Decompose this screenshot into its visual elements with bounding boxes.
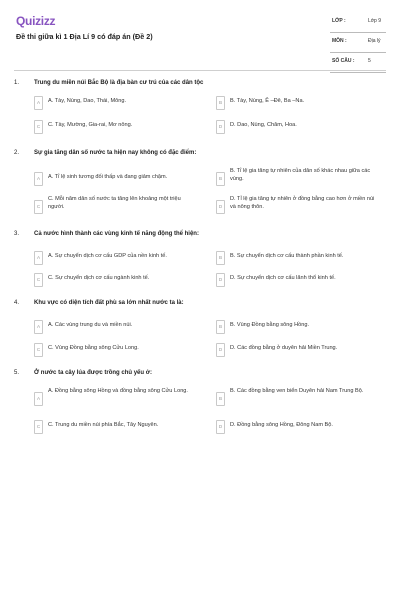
option-text: B. Sự chuyển dịch cơ cấu thành phần kinh tế.	[230, 253, 344, 259]
option-letter-box: C	[34, 200, 43, 214]
option-letter-box: A	[34, 320, 43, 334]
option-text: A. Các vùng trung du và miền núi.	[48, 322, 133, 328]
option-letter-box: C	[34, 120, 43, 134]
option-letter-box: D	[216, 120, 225, 134]
question-count-value: 5	[368, 58, 371, 64]
option-text: B. Tỉ lệ gia tăng tự nhiên của dân số khác nhau giữa các vùng.	[230, 168, 371, 182]
question-count-label: SỐ CÂU :	[332, 58, 355, 64]
option-letter-box: B	[216, 251, 225, 265]
question-text: Trung du miền núi Bắc Bộ là địa bàn cư trú của các dân tộc	[34, 80, 204, 86]
option-text: D. Sự chuyển dịch cơ cấu lãnh thổ kinh tế.	[230, 275, 336, 281]
option-text: A. Đồng bằng sông Hồng và đồng bằng sông Cửu Long.	[48, 388, 188, 394]
option-letter-box: D	[216, 200, 225, 214]
page-title: Đề thi giữa kì 1 Địa Lí 9 có đáp án (Đề 2)	[16, 32, 153, 41]
question-number: 2.	[14, 150, 20, 156]
question-number: 1.	[14, 80, 20, 86]
option-text: C. Sự chuyển dịch cơ cấu ngành kinh tế.	[48, 275, 150, 281]
option-letter-box: A	[34, 96, 43, 110]
subject-label: MÔN :	[332, 38, 347, 44]
option-letter-box: C	[34, 420, 43, 434]
question-number: 4.	[14, 300, 20, 306]
subject-value: Địa lý	[368, 38, 381, 44]
option-letter-box: B	[216, 172, 225, 186]
option-letter-box: D	[216, 343, 225, 357]
option-letter-box: B	[216, 392, 225, 406]
option-letter-box: D	[216, 420, 225, 434]
option-text: A. Tày, Nùng, Dao, Thái, Mông.	[48, 98, 127, 104]
question-text: Cả nước hình thành các vùng kinh tế năng động thể hiện:	[34, 231, 199, 237]
class-label: LỚP :	[332, 18, 346, 24]
option-letter-box: B	[216, 320, 225, 334]
option-text: C. Vùng Đồng bằng sông Cửu Long.	[48, 345, 139, 351]
question-text: Ở nước ta cây lúa được trồng chủ yếu ở:	[34, 370, 152, 376]
option-letter-box: A	[34, 392, 43, 406]
option-text: B. Tày, Nùng, Ê –Đê, Ba –Na.	[230, 98, 305, 104]
option-text: D. Đồng bằng sông Hồng, Đông Nam Bộ.	[230, 422, 333, 428]
option-text: A. Sự chuyển dịch cơ cấu GDP của nền kinh tế.	[48, 253, 167, 259]
question-number: 5.	[14, 370, 20, 376]
option-letter-box: A	[34, 172, 43, 186]
class-row	[330, 13, 386, 33]
question-text: Khu vực có diện tích đất phù sa lớn nhất nước ta là:	[34, 300, 184, 306]
option-text: A. Tỉ lệ sinh tương đối thấp và đang giảm chậm.	[48, 174, 168, 180]
option-letter-box: B	[216, 96, 225, 110]
option-text: B. Vùng Đồng bằng sông Hồng.	[230, 322, 309, 328]
option-text: C. Tày, Mường, Gia-rai, Mơ nông.	[48, 122, 133, 128]
option-text: D. Dao, Nùng, Chăm, Hoa.	[230, 122, 297, 128]
question-number: 3.	[14, 231, 20, 237]
option-text: B. Các đồng bằng ven biển Duyên hải Nam Trung Bộ.	[230, 388, 364, 394]
option-text: D. Các đồng bằng ở duyên hải Miền Trung.	[230, 345, 338, 351]
worksheet-info	[330, 13, 386, 73]
question-text: Sự gia tăng dân số nước ta hiện nay không có đặc điểm:	[34, 150, 197, 156]
option-letter-box: A	[34, 251, 43, 265]
option-text: C. Trung du miền núi phía Bắc, Tây Nguyên.	[48, 422, 159, 428]
subject-row	[330, 33, 386, 53]
logo-text: Quizizz	[16, 14, 56, 28]
header-divider	[14, 70, 386, 71]
option-letter-box: C	[34, 343, 43, 357]
quizizz-logo	[16, 14, 62, 28]
option-letter-box: C	[34, 273, 43, 287]
class-value: Lớp 9	[368, 18, 382, 24]
option-letter-box: D	[216, 273, 225, 287]
option-text: D. Tỉ lệ gia tăng tự nhiên ở đồng bằng cao hơn ở miền núi và nông thôn.	[230, 196, 375, 210]
option-text: C. Mỗi năm dân số nước ta tăng lên khoảng một triệu người.	[48, 196, 181, 210]
